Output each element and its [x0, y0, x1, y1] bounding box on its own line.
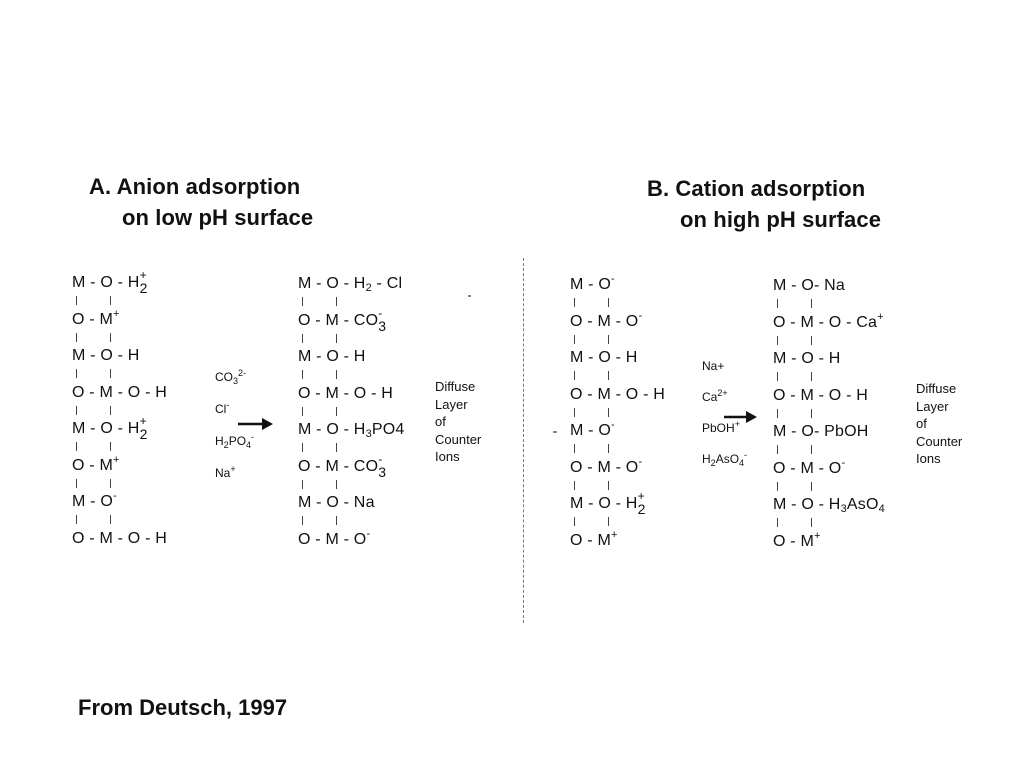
anion-adsorbed-row: O - M - CO - 3 [298, 305, 387, 334]
bond-line [76, 479, 77, 488]
cation-solution-ion: PbOH+ [702, 419, 740, 435]
anion-adsorbed-row: M - O - $H_3PO4$ [298, 421, 405, 440]
anion-surface-row: M - O- [72, 490, 117, 510]
cation-adsorbed-row: M - O- Na [773, 277, 846, 294]
scan-speck [553, 431, 557, 433]
cation-adsorbed-row: O - M - O - Ca+ [773, 310, 884, 331]
anion-surface-row: O - M+ [72, 307, 120, 328]
cation-surface-row: O - M+ [570, 528, 618, 549]
bond-line [336, 370, 337, 379]
anion-adsorbed-row: M - O - Na [298, 494, 375, 511]
bond-line [110, 333, 111, 342]
cation-surface-row: M - O- [570, 273, 615, 293]
diffuse-label-line: Counter [916, 433, 963, 449]
diffuse-label-line: Layer [435, 396, 468, 412]
anion-adsorbed-row: O - M - CO - 3 [298, 451, 387, 480]
anion-surface-row: O - M - O - H [72, 529, 168, 547]
anion-panel-title [89, 171, 313, 233]
cation-surface-row: M - O - H + 2 [570, 489, 646, 517]
bond-line [777, 445, 778, 454]
bond-line [777, 409, 778, 418]
anion-adsorbed-row: M - O - $H_2$ - Cl [298, 275, 403, 294]
bond-line [336, 407, 337, 416]
bond-line [336, 516, 337, 525]
cation-surface-row: O - M - O - H [570, 385, 666, 403]
cation-solution-ion: Na+ [702, 359, 725, 373]
cation-adsorbed-row: M - O - H [773, 350, 841, 367]
bond-line [302, 334, 303, 343]
anion-adsorbed-row: O - M - O - H [298, 384, 394, 402]
bond-line [110, 369, 111, 378]
bond-line [302, 407, 303, 416]
bond-line [110, 406, 111, 415]
bond-line [608, 481, 609, 490]
anion-adsorbed-row: O - M - O- [298, 527, 371, 548]
bond-line [110, 515, 111, 524]
anion-solution-ion: $CO_3^{2-}$ [215, 368, 247, 386]
diffuse-label-line: of [916, 416, 927, 431]
cation-title-line1: B. Cation adsorption [647, 176, 866, 201]
cation-adsorbed-row: M - O - $H_3AsO_4$ [773, 496, 885, 515]
cation-adsorbed-row: M - O- PbOH [773, 423, 869, 440]
bond-line [336, 443, 337, 452]
cation-surface-row: M - O- [570, 419, 615, 439]
bond-line [76, 515, 77, 524]
bond-line [110, 296, 111, 305]
bond-line [110, 479, 111, 488]
anion-solution-ion: $H_2PO_4^-$ [215, 432, 255, 450]
cation-panel-title [647, 173, 881, 235]
anion-solution-ion: Cl- [215, 400, 230, 416]
bond-line [811, 336, 812, 345]
cation-adsorbed-row: O - M+ [773, 529, 821, 550]
bond-line [76, 369, 77, 378]
bond-line [336, 480, 337, 489]
bond-line [302, 516, 303, 525]
bond-line [574, 371, 575, 380]
bond-line [110, 442, 111, 451]
diffuse-label-line: Ions [916, 451, 941, 466]
anion-solution-ion: Na+ [215, 464, 236, 480]
bond-line [777, 336, 778, 345]
cation-surface-row: M - O - H [570, 349, 638, 366]
bond-line [777, 299, 778, 308]
bond-line [336, 297, 337, 306]
bond-line [811, 409, 812, 418]
bond-line [811, 372, 812, 381]
bond-line [811, 482, 812, 491]
bond-line [574, 481, 575, 490]
bond-line [302, 297, 303, 306]
scan-speck [468, 295, 471, 297]
anion-surface-row: O - M+ [72, 453, 120, 474]
bond-line [302, 443, 303, 452]
bond-line [574, 408, 575, 417]
cation-surface-row: O - M - O- [570, 309, 643, 330]
bond-line [76, 296, 77, 305]
bond-line [574, 335, 575, 344]
bond-line [811, 445, 812, 454]
bond-line [608, 444, 609, 453]
anion-title-line1: A. Anion adsorption [89, 174, 301, 199]
bond-line [608, 298, 609, 307]
bond-line [811, 518, 812, 527]
bond-line [777, 518, 778, 527]
cation-reaction-arrow-icon [724, 410, 758, 424]
bond-line [76, 406, 77, 415]
source-credit: From Deutsch, 1997 [78, 695, 288, 720]
bond-line [574, 298, 575, 307]
bond-line [574, 444, 575, 453]
cation-diffuse-layer-label [916, 380, 962, 468]
anion-surface-row: M - O - H + 2 [72, 414, 148, 442]
bond-line [76, 442, 77, 451]
anion-surface-row: M - O - H [72, 347, 140, 364]
anion-diffuse-layer-label [435, 378, 481, 466]
bond-line [777, 372, 778, 381]
bond-line [777, 482, 778, 491]
diffuse-label-line: Layer [916, 398, 949, 414]
panel-divider [523, 258, 524, 623]
anion-title-line2: on low pH surface [122, 205, 314, 230]
cation-solution-ion: $H_2AsO_4^-$ [702, 450, 748, 468]
diffuse-label-line: Diffuse [435, 379, 476, 394]
bond-line [608, 335, 609, 344]
anion-adsorbed-row: M - O - H [298, 348, 366, 365]
bond-line [76, 333, 77, 342]
diffuse-label-line: Diffuse [916, 381, 957, 396]
bond-line [608, 371, 609, 380]
diffuse-label-line: Ions [435, 449, 460, 464]
bond-line [336, 334, 337, 343]
bond-line [608, 408, 609, 417]
cation-surface-row: O - M - O- [570, 455, 643, 476]
bond-line [302, 370, 303, 379]
diffuse-label-line: of [435, 414, 446, 429]
cation-adsorbed-row: O - M - O - H [773, 386, 869, 404]
anion-reaction-arrow-icon [238, 417, 274, 431]
cation-adsorbed-row: O - M - O- [773, 456, 846, 477]
bond-line [574, 517, 575, 526]
anion-surface-row: M - O - H + 2 [72, 268, 148, 296]
diffuse-label-line: Counter [435, 431, 482, 447]
bond-line [608, 517, 609, 526]
cation-title-line2: on high pH surface [680, 207, 882, 232]
bond-line [302, 480, 303, 489]
bond-line [811, 299, 812, 308]
cation-solution-ion: $Ca^{2+}$ [702, 388, 728, 404]
anion-surface-row: O - M - O - H [72, 383, 168, 401]
